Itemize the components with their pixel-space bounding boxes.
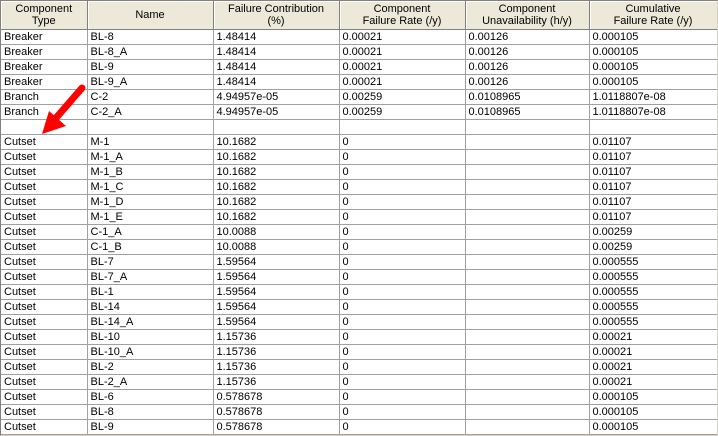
failure-contribution-cell[interactable]: 4.94957e-05 (213, 105, 339, 120)
unavailability-cell[interactable] (465, 315, 589, 330)
failure-contribution-cell[interactable]: 1.48414 (213, 45, 339, 60)
component-type-cell[interactable]: Cutset (1, 150, 87, 165)
failure-rate-cell[interactable]: 0 (339, 150, 465, 165)
cumulative-failure-rate-cell[interactable]: 0.00021 (589, 375, 717, 390)
failure-contribution-cell[interactable]: 1.48414 (213, 75, 339, 90)
table-row[interactable] (1, 375, 717, 390)
cumulative-failure-rate-cell[interactable]: 0.00021 (589, 360, 717, 375)
column-header-failure-contribution[interactable]: Failure Contribution (%) (213, 1, 339, 30)
table-row[interactable] (1, 75, 717, 90)
name-cell[interactable]: M-1_D (87, 195, 213, 210)
name-cell[interactable]: BL-6 (87, 390, 213, 405)
failure-contribution-cell[interactable]: 1.15736 (213, 360, 339, 375)
name-cell[interactable]: BL-9_A (87, 75, 213, 90)
cumulative-failure-rate-cell[interactable]: 0.01107 (589, 165, 717, 180)
failure-rate-cell[interactable]: 0 (339, 330, 465, 345)
failure-rate-cell[interactable]: 0.00259 (339, 90, 465, 105)
failure-rate-cell[interactable]: 0 (339, 390, 465, 405)
cumulative-failure-rate-cell[interactable]: 0.000555 (589, 300, 717, 315)
component-type-cell[interactable]: Cutset (1, 345, 87, 360)
component-type-cell[interactable]: Breaker (1, 60, 87, 75)
failure-contribution-cell[interactable]: 10.1682 (213, 180, 339, 195)
failure-rate-cell[interactable]: 0 (339, 240, 465, 255)
failure-contribution-cell[interactable]: 10.1682 (213, 165, 339, 180)
unavailability-cell[interactable] (465, 165, 589, 180)
table-row[interactable] (1, 270, 717, 285)
name-cell[interactable]: BL-1 (87, 285, 213, 300)
component-type-cell[interactable]: Cutset (1, 195, 87, 210)
failure-contribution-cell[interactable]: 10.0088 (213, 225, 339, 240)
cumulative-failure-rate-cell[interactable]: 1.0118807e-08 (589, 105, 717, 120)
name-cell[interactable]: BL-7_A (87, 270, 213, 285)
name-cell[interactable]: C-2_A (87, 105, 213, 120)
table-row[interactable] (1, 315, 717, 330)
name-cell[interactable]: M-1_A (87, 150, 213, 165)
table-row[interactable] (1, 105, 717, 120)
failure-rate-cell[interactable]: 0 (339, 420, 465, 435)
component-type-cell[interactable]: Cutset (1, 315, 87, 330)
unavailability-cell[interactable]: 0.0108965 (465, 90, 589, 105)
component-type-cell[interactable]: Cutset (1, 405, 87, 420)
cumulative-failure-rate-cell[interactable]: 0.01107 (589, 180, 717, 195)
component-type-cell[interactable]: Cutset (1, 390, 87, 405)
failure-contribution-cell[interactable]: 10.0088 (213, 240, 339, 255)
unavailability-cell[interactable] (465, 270, 589, 285)
failure-contribution-cell[interactable]: 4.94957e-05 (213, 90, 339, 105)
failure-rate-cell[interactable]: 0 (339, 360, 465, 375)
table-row[interactable] (1, 330, 717, 345)
unavailability-cell[interactable]: 0.00126 (465, 45, 589, 60)
failure-rate-cell[interactable]: 0 (339, 345, 465, 360)
cumulative-failure-rate-cell[interactable]: 0.000105 (589, 60, 717, 75)
column-header-cumulative-failure-rate[interactable]: Cumulative Failure Rate (/y) (589, 1, 717, 30)
unavailability-cell[interactable] (465, 225, 589, 240)
cumulative-failure-rate-cell[interactable]: 0.00021 (589, 345, 717, 360)
table-row[interactable] (1, 285, 717, 300)
failure-rate-cell[interactable]: 0 (339, 375, 465, 390)
unavailability-cell[interactable] (465, 120, 589, 135)
failure-contribution-cell[interactable]: 1.59564 (213, 285, 339, 300)
table-row[interactable] (1, 150, 717, 165)
cumulative-failure-rate-cell[interactable]: 0.00259 (589, 225, 717, 240)
unavailability-cell[interactable] (465, 330, 589, 345)
name-cell[interactable]: BL-14_A (87, 315, 213, 330)
cumulative-failure-rate-cell[interactable]: 0.000105 (589, 30, 717, 45)
unavailability-cell[interactable] (465, 135, 589, 150)
name-cell[interactable]: BL-10_A (87, 345, 213, 360)
component-type-cell[interactable] (1, 120, 87, 135)
cumulative-failure-rate-cell[interactable]: 0.01107 (589, 195, 717, 210)
cumulative-failure-rate-cell[interactable]: 0.00021 (589, 330, 717, 345)
unavailability-cell[interactable] (465, 285, 589, 300)
component-type-cell[interactable]: Cutset (1, 285, 87, 300)
table-row[interactable] (1, 210, 717, 225)
failure-rate-cell[interactable]: 0.00021 (339, 75, 465, 90)
component-type-cell[interactable]: Cutset (1, 420, 87, 435)
component-type-cell[interactable]: Cutset (1, 270, 87, 285)
cumulative-failure-rate-cell[interactable]: 0.000555 (589, 285, 717, 300)
failure-rate-cell[interactable]: 0 (339, 195, 465, 210)
table-row[interactable] (1, 195, 717, 210)
table-row[interactable] (1, 225, 717, 240)
failure-contribution-cell[interactable]: 1.59564 (213, 255, 339, 270)
name-cell[interactable]: BL-9 (87, 420, 213, 435)
unavailability-cell[interactable] (465, 300, 589, 315)
component-table (1, 1, 718, 435)
column-header-component-unavailability[interactable]: Component Unavailability (h/y) (465, 1, 589, 30)
failure-contribution-cell[interactable]: 1.59564 (213, 300, 339, 315)
unavailability-cell[interactable]: 0.0108965 (465, 105, 589, 120)
component-type-cell[interactable]: Branch (1, 90, 87, 105)
failure-rate-cell[interactable]: 0.00259 (339, 105, 465, 120)
cumulative-failure-rate-cell[interactable]: 0.00259 (589, 240, 717, 255)
failure-contribution-cell[interactable]: 10.1682 (213, 195, 339, 210)
table-row[interactable] (1, 90, 717, 105)
component-type-cell[interactable]: Breaker (1, 45, 87, 60)
failure-rate-cell[interactable]: 0 (339, 165, 465, 180)
unavailability-cell[interactable] (465, 240, 589, 255)
unavailability-cell[interactable] (465, 420, 589, 435)
table-row[interactable] (1, 300, 717, 315)
table-row[interactable] (1, 180, 717, 195)
failure-rate-cell[interactable]: 0.00021 (339, 45, 465, 60)
table-row[interactable] (1, 45, 717, 60)
name-cell[interactable]: C-2 (87, 90, 213, 105)
component-type-cell[interactable]: Cutset (1, 330, 87, 345)
cumulative-failure-rate-cell[interactable]: 0.000555 (589, 270, 717, 285)
header-row (1, 1, 717, 30)
failure-rate-cell[interactable]: 0 (339, 285, 465, 300)
table-row[interactable] (1, 240, 717, 255)
unavailability-cell[interactable] (465, 255, 589, 270)
name-cell[interactable]: BL-10 (87, 330, 213, 345)
name-cell[interactable]: M-1_E (87, 210, 213, 225)
failure-rate-cell[interactable]: 0 (339, 210, 465, 225)
component-type-cell[interactable]: Cutset (1, 240, 87, 255)
failure-rate-cell[interactable]: 0 (339, 270, 465, 285)
name-cell[interactable]: BL-9 (87, 60, 213, 75)
failure-rate-cell[interactable]: 0 (339, 300, 465, 315)
name-cell[interactable]: M-1_C (87, 180, 213, 195)
component-type-cell[interactable]: Cutset (1, 375, 87, 390)
failure-contribution-cell[interactable]: 1.15736 (213, 345, 339, 360)
cumulative-failure-rate-cell[interactable]: 0.01107 (589, 135, 717, 150)
name-cell[interactable]: BL-2_A (87, 375, 213, 390)
cumulative-failure-rate-cell[interactable]: 1.0118807e-08 (589, 90, 717, 105)
component-type-cell[interactable]: Cutset (1, 300, 87, 315)
failure-contribution-cell[interactable]: 10.1682 (213, 150, 339, 165)
unavailability-cell[interactable] (465, 390, 589, 405)
failure-contribution-cell[interactable]: 10.1682 (213, 210, 339, 225)
failure-rate-cell[interactable]: 0 (339, 405, 465, 420)
table-row[interactable] (1, 345, 717, 360)
failure-contribution-cell[interactable] (213, 120, 339, 135)
table-row[interactable] (1, 165, 717, 180)
component-type-cell[interactable]: Cutset (1, 135, 87, 150)
unavailability-cell[interactable] (465, 150, 589, 165)
failure-contribution-cell[interactable]: 1.48414 (213, 30, 339, 45)
name-cell[interactable] (87, 120, 213, 135)
failure-rate-cell[interactable] (339, 120, 465, 135)
cumulative-failure-rate-cell[interactable]: 0.01107 (589, 150, 717, 165)
failure-contribution-cell[interactable]: 1.48414 (213, 60, 339, 75)
component-type-cell[interactable]: Cutset (1, 180, 87, 195)
cumulative-failure-rate-cell[interactable]: 0.000105 (589, 420, 717, 435)
failure-rate-cell[interactable]: 0 (339, 315, 465, 330)
name-cell[interactable]: C-1_B (87, 240, 213, 255)
name-cell[interactable]: BL-14 (87, 300, 213, 315)
component-type-cell[interactable]: Cutset (1, 225, 87, 240)
table-row[interactable] (1, 120, 717, 135)
failure-rate-cell[interactable]: 0 (339, 255, 465, 270)
failure-contribution-cell[interactable]: 0.578678 (213, 420, 339, 435)
unavailability-cell[interactable] (465, 180, 589, 195)
unavailability-cell[interactable] (465, 405, 589, 420)
table-row[interactable] (1, 255, 717, 270)
failure-rate-cell[interactable]: 0.00021 (339, 60, 465, 75)
cumulative-failure-rate-cell[interactable]: 0.000555 (589, 255, 717, 270)
failure-contribution-cell[interactable]: 0.578678 (213, 390, 339, 405)
component-type-cell[interactable]: Cutset (1, 165, 87, 180)
unavailability-cell[interactable] (465, 360, 589, 375)
table-row[interactable] (1, 360, 717, 375)
failure-rate-cell[interactable]: 0 (339, 225, 465, 240)
name-cell[interactable]: C-1_A (87, 225, 213, 240)
table-row[interactable] (1, 30, 717, 45)
component-type-cell[interactable]: Breaker (1, 75, 87, 90)
cumulative-failure-rate-cell[interactable]: 0.000105 (589, 75, 717, 90)
name-cell[interactable]: M-1_B (87, 165, 213, 180)
unavailability-cell[interactable] (465, 345, 589, 360)
unavailability-cell[interactable] (465, 195, 589, 210)
name-cell[interactable]: M-1 (87, 135, 213, 150)
cumulative-failure-rate-cell[interactable]: 0.000105 (589, 45, 717, 60)
name-cell[interactable]: BL-8 (87, 30, 213, 45)
failure-contribution-cell[interactable]: 1.15736 (213, 375, 339, 390)
table-row[interactable] (1, 135, 717, 150)
component-type-cell[interactable]: Cutset (1, 360, 87, 375)
table-row[interactable] (1, 405, 717, 420)
failure-rate-cell[interactable]: 0 (339, 180, 465, 195)
unavailability-cell[interactable]: 0.00126 (465, 60, 589, 75)
cumulative-failure-rate-cell[interactable]: 0.000555 (589, 315, 717, 330)
unavailability-cell[interactable]: 0.00126 (465, 75, 589, 90)
failure-contribution-cell[interactable]: 1.59564 (213, 315, 339, 330)
cumulative-failure-rate-cell[interactable]: 0.000105 (589, 405, 717, 420)
name-cell[interactable]: BL-7 (87, 255, 213, 270)
unavailability-cell[interactable]: 0.00126 (465, 30, 589, 45)
name-cell[interactable]: BL-2 (87, 360, 213, 375)
failure-contribution-cell[interactable]: 1.15736 (213, 330, 339, 345)
table-row[interactable] (1, 60, 717, 75)
cumulative-failure-rate-cell[interactable] (589, 120, 717, 135)
name-cell[interactable]: BL-8_A (87, 45, 213, 60)
component-type-cell[interactable]: Branch (1, 105, 87, 120)
failure-contribution-cell[interactable]: 10.1682 (213, 135, 339, 150)
column-header-component-type[interactable]: Component Type (1, 1, 87, 30)
cumulative-failure-rate-cell[interactable]: 0.000105 (589, 390, 717, 405)
unavailability-cell[interactable] (465, 375, 589, 390)
name-cell[interactable]: BL-8 (87, 405, 213, 420)
column-header-component-failure-rate[interactable]: Component Failure Rate (/y) (339, 1, 465, 30)
component-type-cell[interactable]: Cutset (1, 210, 87, 225)
unavailability-cell[interactable] (465, 210, 589, 225)
failure-contribution-cell[interactable]: 0.578678 (213, 405, 339, 420)
table-row[interactable] (1, 420, 717, 435)
failure-contribution-cell[interactable]: 1.59564 (213, 270, 339, 285)
failure-rate-cell[interactable]: 0 (339, 135, 465, 150)
cumulative-failure-rate-cell[interactable]: 0.01107 (589, 210, 717, 225)
component-type-cell[interactable]: Breaker (1, 30, 87, 45)
failure-rate-cell[interactable]: 0.00021 (339, 30, 465, 45)
table-row[interactable] (1, 390, 717, 405)
column-header-name[interactable]: Name (87, 1, 213, 30)
component-type-cell[interactable]: Cutset (1, 255, 87, 270)
